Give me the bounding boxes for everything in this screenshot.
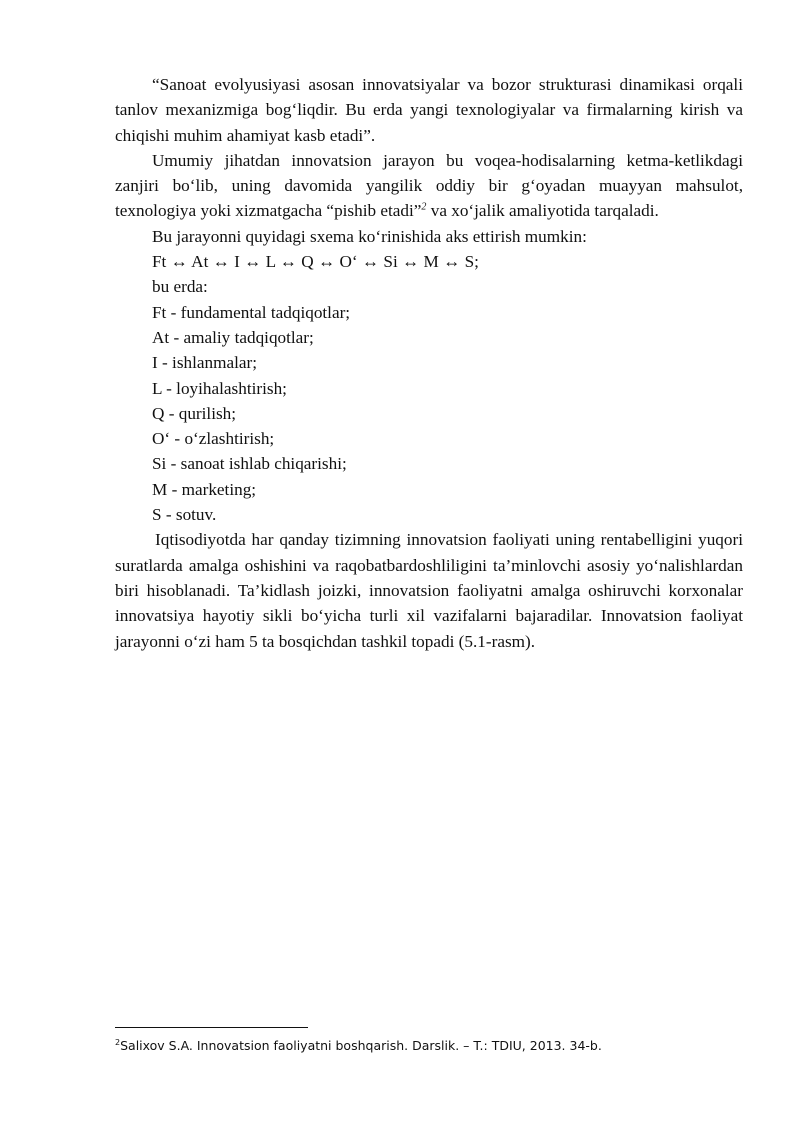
page-body (115, 72, 743, 654)
paragraph-quote: “Sanoat evolyusiyasi asosan innovatsiyalar va bozor strukturasi dinamikasi orqali tanlov mexanizmiga bog‘liqdir. Bu erda yangi texnologiyalar va firmalarning kirish va chiqishi muhim ahamiyat kasb etadi”. (115, 75, 743, 145)
scheme-formula: Ft ↔ At ↔ I ↔ L ↔ Q ↔ O‘ ↔ Si ↔ M ↔ S; (152, 252, 479, 272)
footnote-separator (115, 1027, 308, 1028)
legend-item: S - sotuv. (152, 505, 217, 525)
legend-item: Si - sanoat ishlab chiqarishi; (152, 454, 347, 474)
legend-item: O‘ - o‘zlashtirish; (152, 429, 275, 449)
paragraph-innovation-activity: Iqtisodiyotda har qanday tizimning innovatsion faoliyati uning rentabelligini yuqori suratlarda amalga oshishini va raqobatbardoshliligini ta’minlovchi asosiy yo‘nalishlardan biri hisoblanadi. Ta’kidlash joizki, innovatsion faoliyatni amalga oshiruvchi korxonalar innovatsiya hayotiy sikli bo‘yicha turli xil vazifalarni bajaradilar. Innovatsion faoliyat jarayonni o‘zi ham 5 ta bosqichdan tashkil topadi (5.1-rasm). (115, 530, 743, 651)
legend-intro: bu erda: (152, 277, 208, 297)
footnote-text: Salixov S.A. Innovatsion faoliyatni boshqarish. Darslik. – T.: TDIU, 2013. 34-b. (120, 1038, 602, 1053)
legend-item: Ft - fundamental tadqiqotlar; (152, 302, 351, 322)
paragraph-scheme-intro: Bu jarayonni quyidagi sxema ko‘rinishida aks ettirish mumkin: (152, 226, 587, 246)
legend-item: L - loyihalashtirish; (152, 378, 287, 398)
footnote-marker: 2 (115, 1037, 121, 1047)
footnote-reference: 2 (421, 201, 427, 213)
legend-list (115, 300, 743, 528)
legend-item: Q - qurilish; (152, 403, 237, 423)
footnote (115, 1038, 743, 1054)
legend-item: I - ishlanmalar; (152, 353, 257, 373)
legend-item: M - marketing; (152, 479, 257, 499)
paragraph-innovation-process (115, 148, 743, 224)
legend-item: At - amaliy tadqiqotlar; (152, 327, 314, 347)
paragraph-text: Umumiy jihatdan innovatsion jarayon bu voqea-hodisalarning ketma-ketlikdagi zanjiri bo‘lib, uning davomida yangilik oddiy bir g‘oyadan muayyan mahsulot, texnologiya yoki xizmatgacha “pishib etadi” (115, 150, 743, 221)
paragraph-text-end: va xo‘jalik amaliyotida tarqaladi. (426, 201, 659, 221)
